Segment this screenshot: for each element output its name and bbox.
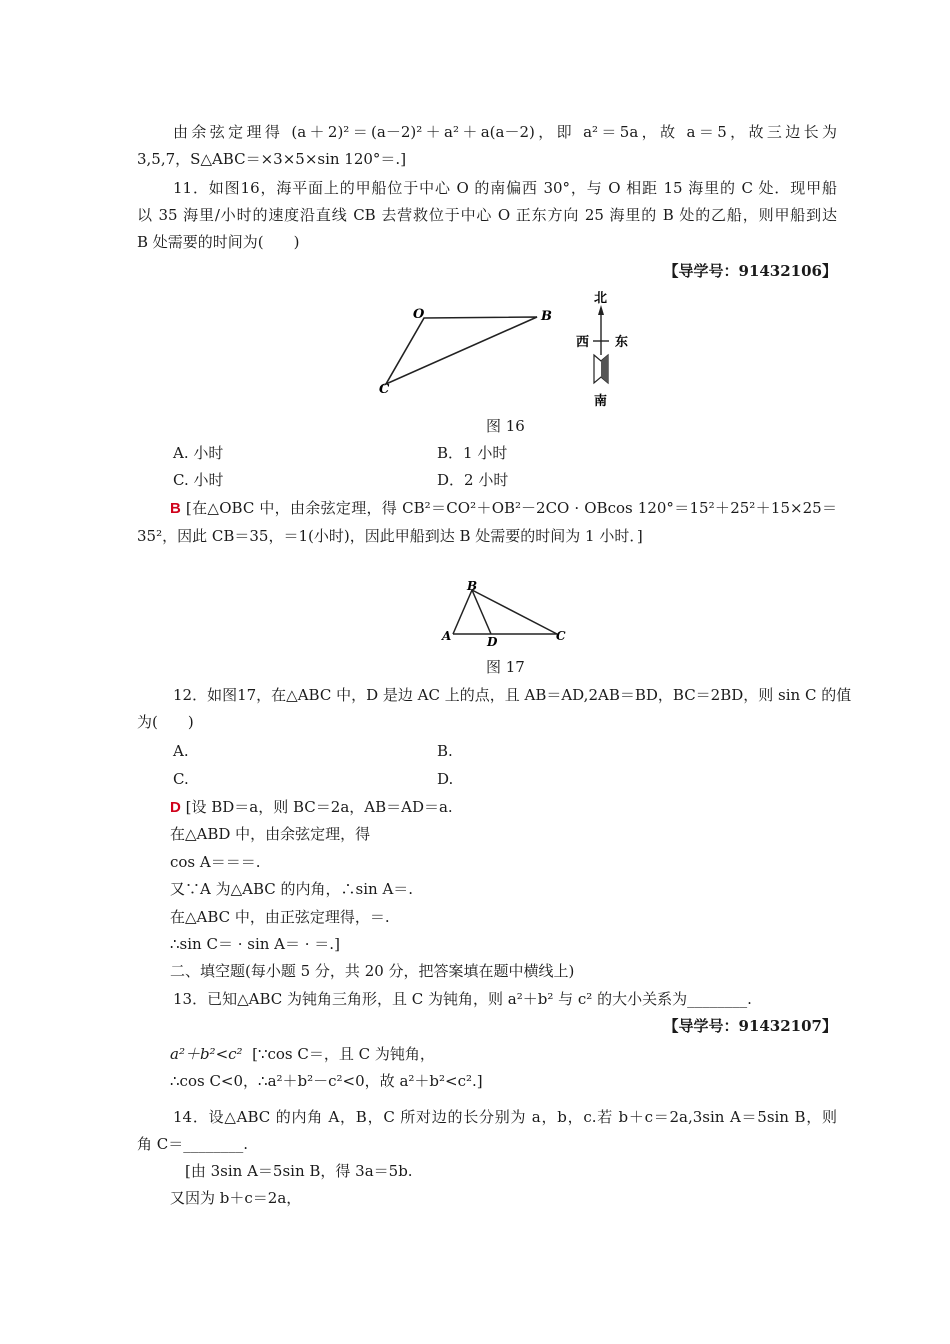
guide-number: 【导学号：91432107】 (663, 1017, 837, 1035)
question-12-line: 为( ) (137, 713, 194, 731)
label-o: O (413, 307, 425, 322)
option-c: C. 小时 (173, 471, 224, 489)
solution-text: [∵cos C＝，且 C 为钝角， (252, 1045, 435, 1063)
solution-13-line (170, 1044, 435, 1064)
option-d: D. (437, 770, 454, 788)
triangle-obc (386, 317, 537, 384)
solution-line (173, 122, 837, 142)
option-d: D．2 小时 (437, 471, 509, 489)
solution-11-line (170, 498, 837, 519)
label-north: 北 (594, 291, 608, 306)
guide-number: 【导学号：91432106】 (663, 262, 837, 280)
figure-16 (360, 285, 650, 415)
option-b: B. (437, 742, 453, 760)
question-11-line: B 处需要的时间为( ) (137, 233, 300, 251)
option-a: A. 小时 (173, 444, 224, 462)
figure-17-caption: 图 17 (486, 658, 525, 676)
question-13-line: 13．已知△ABC 为钝角三角形，且 C 为钝角，则 a²＋b² 与 c² 的大小关系为________. (173, 990, 752, 1008)
solution-11-line: 35²，因此 CB＝35，＝1(小时)，因此甲船到达 B 处需要的时间为 1 小时．] (137, 527, 643, 545)
label-south: 南 (594, 394, 608, 409)
solution-text: (a＋2)²＝(a－2)²＋a²＋a(a－2)，即 a²＝5a，故 a＝5，故三边长为 (291, 123, 837, 141)
solution-line: 3,5,7，S△ABC＝×3×5×sin 120°＝.] (137, 150, 407, 168)
question-11-line: 以 35 海里/小时的速度沿直线 CB 去营救位于中心 O 正东方向 25 海里的 B 处的乙船，则甲船到达 (137, 206, 837, 224)
compass-icon (593, 305, 609, 383)
label-b: B (467, 579, 478, 593)
solution-13-line: ∴cos C<0，∴a²＋b²－c²<0，故 a²＋b²<c².] (170, 1072, 483, 1090)
solution-text: [在△OBC 中，由余弦定理，得 CB²＝CO²＋OB²－2CO · OBcos 120°＝15²＋25²＋15×25＝ (185, 499, 837, 517)
solution-text: 由余弦定理得 (173, 123, 284, 141)
figure-16-caption: 图 16 (486, 417, 525, 435)
answer-letter: D (170, 799, 181, 816)
solution-12-line: 又∵A 为△ABC 的内角，∴sin A＝. (170, 880, 414, 898)
solution-12-line: 在△ABD 中，由余弦定理，得 (170, 825, 371, 843)
solution-12-line: 在△ABC 中，由正弦定理得，＝. (170, 908, 390, 926)
solution-12-line: cos A＝＝＝. (170, 853, 261, 871)
label-c: C (379, 382, 390, 397)
option-c: C. (173, 770, 189, 788)
solution-12-line: ∴sin C＝ · sin A＝ · ＝.] (170, 935, 340, 953)
label-c: C (556, 629, 566, 643)
solution-12-line (170, 797, 453, 818)
solution-14-line: [由 3sin A＝5sin B，得 3a＝5b. (185, 1162, 413, 1180)
label-a: A (442, 629, 452, 643)
label-b: B (541, 309, 552, 324)
label-d: D (487, 635, 498, 649)
question-12-line: 12．如图17，在△ABC 中，D 是边 AC 上的点，且 AB＝AD,2AB＝BD，BC＝2BD，则 sin C 的值 (173, 686, 852, 704)
answer-letter: B (170, 500, 181, 517)
solution-text: [设 BD＝a，则 BC＝2a，AB＝AD＝a. (185, 798, 453, 816)
label-east: 东 (615, 335, 629, 350)
answer-text: a²＋b²<c² (170, 1045, 243, 1063)
label-west: 西 (576, 335, 590, 350)
option-b: B．1 小时 (437, 444, 508, 462)
section-heading: 二、填空题(每小题 5 分，共 20 分，把答案填在题中横线上) (170, 962, 575, 980)
question-14-line: 角 C＝________. (137, 1135, 249, 1153)
figure-17 (432, 575, 582, 650)
question-14-line: 14．设△ABC 的内角 A，B，C 所对边的长分别为 a，b，c.若 b＋c＝2a,3sin A＝5sin B，则 (173, 1108, 837, 1126)
option-a: A. (173, 742, 189, 760)
solution-14-line: 又因为 b＋c＝2a， (170, 1189, 302, 1207)
question-11-line: 11．如图16，海平面上的甲船位于中心 O 的南偏西 30°，与 O 相距 15 海里的 C 处．现甲船 (173, 179, 837, 197)
